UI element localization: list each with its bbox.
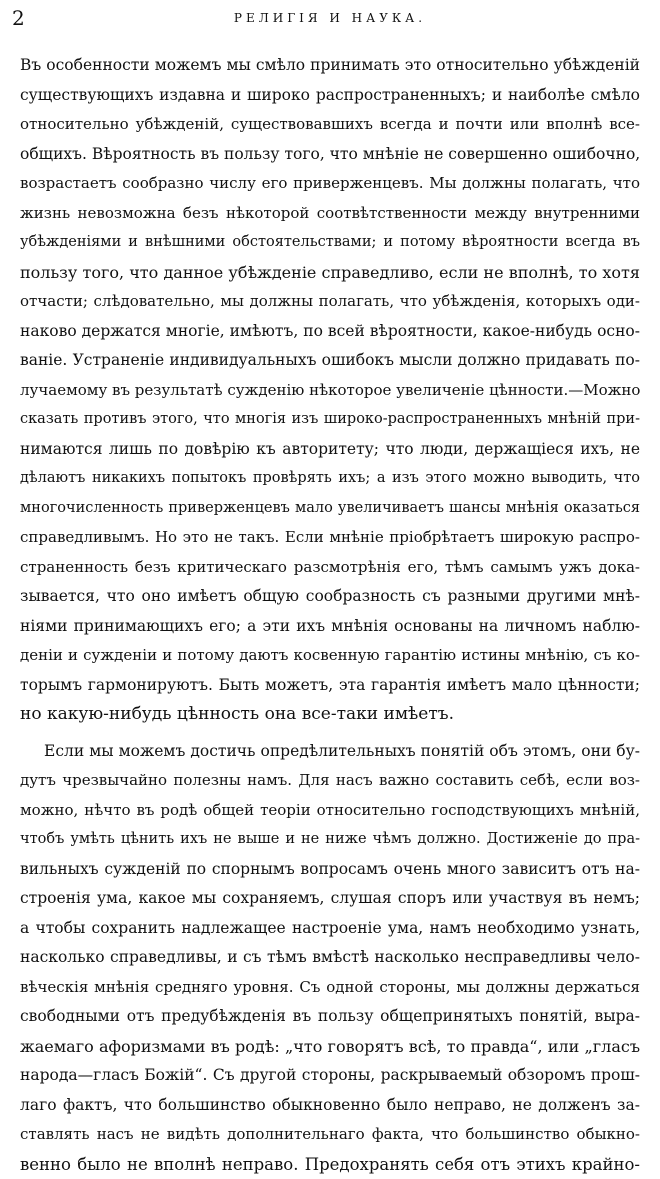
text-line: нимаются лишь по довѣрію къ авторитету; что люди, держащіеся ихъ, не xyxy=(20,435,640,465)
text-line: убѣжденіями и внѣшними обстоятельствами; и потому вѣроятности всегда въ xyxy=(20,228,640,258)
running-title: РЕЛИГІЯ И НАУКА. xyxy=(12,8,648,28)
body-text xyxy=(20,51,640,1179)
text-line: жаемаго афоризмами въ родѣ: „что говорятъ всѣ, то правда“, или „гласъ xyxy=(20,1032,640,1062)
text-line: вильныхъ сужденій по спорнымъ вопросамъ очень много зависитъ отъ на- xyxy=(20,855,640,885)
paragraph-2 xyxy=(20,737,640,1179)
text-line: общихъ. Вѣроятность въ пользу того, что мнѣніе не совершенно ошибочно, xyxy=(20,140,640,170)
text-line: свободными отъ предубѣжденія въ пользу общепринятыхъ понятій, выра- xyxy=(20,1002,640,1032)
text-line: существующихъ издавна и широко распространенныхъ; и наиболѣе смѣло xyxy=(20,81,640,111)
text-line: страненность безъ критическаго разсмотрѣнія его, тѣмъ самымъ ужъ дока- xyxy=(20,553,640,583)
page-number: 2 xyxy=(12,6,25,30)
text-line: насколько справедливы, и съ тѣмъ вмѣстѣ насколько несправедливы чело- xyxy=(20,943,640,973)
text-line: Въ особенности можемъ мы смѣло принимать это относительно убѣжденій xyxy=(20,51,640,81)
text-line: но какую-нибудь цѣнность она все-таки имѣетъ. xyxy=(20,700,640,730)
text-line: а чтобы сохранить надлежащее настроеніе ума, намъ необходимо узнать, xyxy=(20,914,640,944)
text-line: народа—гласъ Божій“. Съ другой стороны, раскрываемый обзоромъ прош- xyxy=(20,1061,640,1091)
text-line: справедливымъ. Но это не такъ. Если мнѣніе пріобрѣтаетъ широкую распро- xyxy=(20,523,640,553)
text-line: относительно убѣжденій, существовавшихъ всегда и почти или вполнѣ все- xyxy=(20,110,640,140)
text-line: ваніе. Устраненіе индивидуальныхъ ошибокъ мысли должно придавать по- xyxy=(20,346,640,376)
text-line: торымъ гармонируютъ. Быть можетъ, эта гарантія имѣетъ мало цѣнности; xyxy=(20,671,640,701)
text-line: наково держатся многіе, имѣютъ, по всей вѣроятности, какое-нибудь осно- xyxy=(20,317,640,347)
text-line: зывается, что оно имѣетъ общую сообразность съ разными другими мнѣ- xyxy=(20,582,640,612)
paragraph-1 xyxy=(20,51,640,730)
text-line: ніями принимающихъ его; а эти ихъ мнѣнія основаны на личномъ наблю- xyxy=(20,612,640,642)
text-line: можно, нѣчто въ родѣ общей теоріи относительно господствующихъ мнѣній, xyxy=(20,796,640,826)
text-line: возрастаетъ сообразно числу его приверженцевъ. Мы должны полагать, что xyxy=(20,169,640,199)
text-line: венно было не вполнѣ неправо. Предохранять себя отъ этихъ крайно- xyxy=(20,1150,640,1179)
text-line: жизнь невозможна безъ нѣкоторой соотвѣтственности между внутренними xyxy=(20,199,640,229)
text-line: многочисленность приверженцевъ мало увеличиваетъ шансы мнѣнія оказаться xyxy=(20,494,640,524)
text-line: дутъ чрезвычайно полезны намъ. Для насъ важно составить себѣ, если воз- xyxy=(20,766,640,796)
paragraph-gap xyxy=(20,730,640,737)
text-line: отчасти; слѣдовательно, мы должны полагать, что убѣжденія, которыхъ оди- xyxy=(20,287,640,317)
text-line: пользу того, что данное убѣжденіе справедливо, если не вполнѣ, то хотя xyxy=(20,258,640,288)
text-line: ставлять насъ не видѣть дополнительнаго факта, что большинство обыкно- xyxy=(20,1120,640,1150)
text-line: сказать противъ этого, что многія изъ широко-распространенныхъ мнѣній при- xyxy=(20,405,640,435)
text-line: лаго фактъ, что большинство обыкновенно было неправо, не долженъ за- xyxy=(20,1091,640,1121)
text-line: строенія ума, какое мы сохраняемъ, слушая споръ или участвуя въ немъ; xyxy=(20,884,640,914)
text-line: Если мы можемъ достичь опредѣлительныхъ понятій объ этомъ, они бу- xyxy=(20,737,640,767)
text-line: вѣческія мнѣнія средняго уровня. Съ одной стороны, мы должны держаться xyxy=(20,973,640,1003)
text-line: чтобъ умѣть цѣнить ихъ не выше и не ниже чѣмъ должно. Достиженіе до пра- xyxy=(20,825,640,855)
text-line: дѣлаютъ никакихъ попытокъ провѣрять ихъ; а изъ этого можно выводить, что xyxy=(20,464,640,494)
text-line: лучаемому въ результатѣ сужденію нѣкоторое увеличеніе цѣнности.—Можно xyxy=(20,376,640,406)
text-line: деніи и сужденіи и потому даютъ косвенную гарантію истины мнѣнію, съ ко- xyxy=(20,641,640,671)
page-header xyxy=(12,6,648,30)
